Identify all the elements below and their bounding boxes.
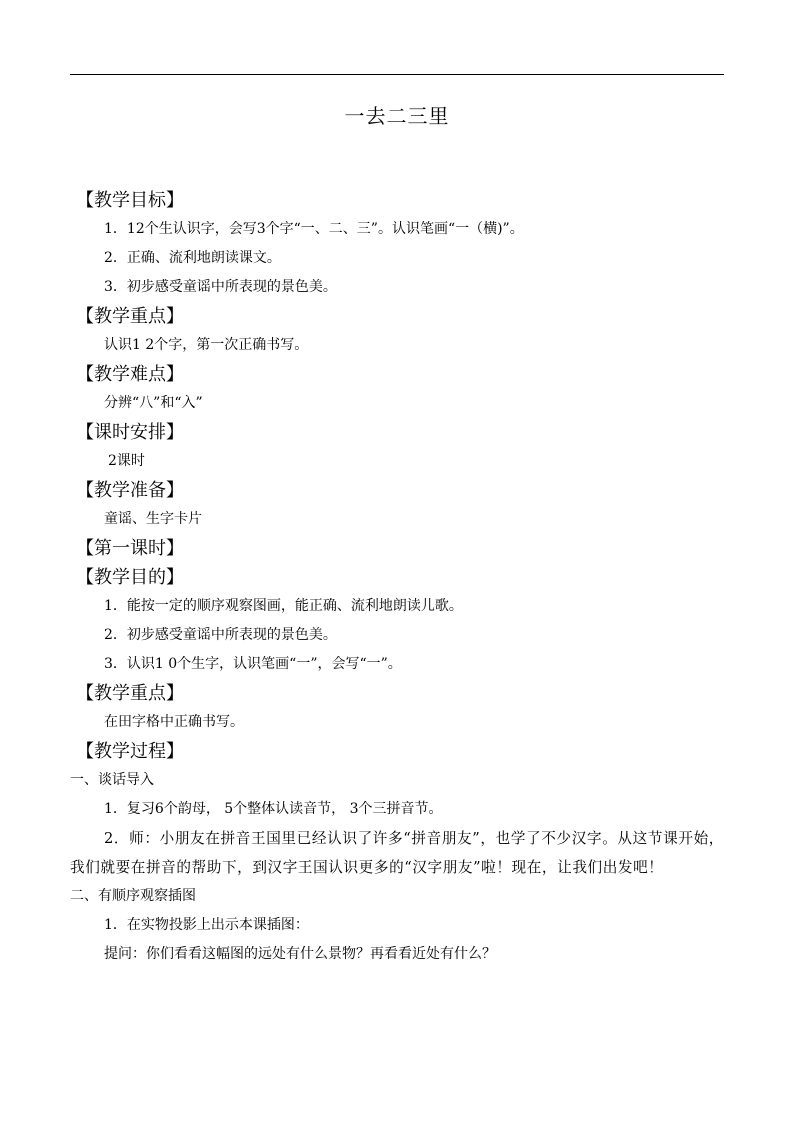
heading-key-points: 【教学重点】 xyxy=(76,306,184,327)
observe-question: 提问：你们看看这幅图的远处有什么景物？再看看近处有什么？ xyxy=(104,946,496,962)
preparation-text: 童谣、生字卡片 xyxy=(104,511,202,527)
heading-lesson-purpose: 【教学目的】 xyxy=(76,567,184,588)
heading-schedule: 【课时安排】 xyxy=(76,422,184,443)
purpose-item-3: 3．认识1 0个生字，认识笔画“一”，会写“一”。 xyxy=(104,656,402,672)
heading-first-lesson: 【第一课时】 xyxy=(76,538,184,559)
lesson-key-point-text: 在田字格中正确书写。 xyxy=(104,714,244,730)
page-title: 一去二三里 xyxy=(344,104,450,128)
intro-item-1: 1．复习6个韵母， 5个整体认读音节， 3个三拼音节。 xyxy=(104,801,443,817)
heading-difficulties: 【教学难点】 xyxy=(76,364,184,385)
schedule-text: 2课时 xyxy=(108,453,145,469)
goal-item-1: 1．12个生认识字，会写3个字“一、二、三”。认识笔画“一（横)”。 xyxy=(104,221,524,237)
document-body xyxy=(70,186,724,969)
heading-preparation: 【教学准备】 xyxy=(76,480,184,501)
header-rule xyxy=(70,74,724,75)
heading-lesson-key-points: 【教学重点】 xyxy=(76,683,184,704)
intro-item-2: 2．师：小朋友在拼音王国里已经认识了许多“拼音朋友”，也学了不少汉字。从这节课开始，我们就要在拼音的帮助下，到汉字王国认识更多的“汉字朋友”啦！现在，让我们出发吧！ xyxy=(70,830,724,876)
observe-item-1: 1．在实物投影上出示本课插图： xyxy=(104,917,309,933)
purpose-item-1: 1．能按一定的顺序观察图画，能正确、流利地朗读儿歌。 xyxy=(104,598,463,614)
heading-process: 【教学过程】 xyxy=(76,741,184,762)
difficulty-text: 分辨“八”和“入” xyxy=(104,395,203,411)
goal-item-2: 2．正确、流利地朗读课文。 xyxy=(104,250,281,266)
section-observe: 二、有顺序观察插图 xyxy=(70,888,196,904)
purpose-item-2: 2．初步感受童谣中所表现的景色美。 xyxy=(104,627,337,643)
key-point-text: 认识1 2个字，第一次正确书写。 xyxy=(104,337,309,353)
goal-item-3: 3．初步感受童谣中所表现的景色美。 xyxy=(104,279,337,295)
section-intro: 一、谈话导入 xyxy=(70,772,154,788)
heading-teaching-goals: 【教学目标】 xyxy=(76,190,184,211)
